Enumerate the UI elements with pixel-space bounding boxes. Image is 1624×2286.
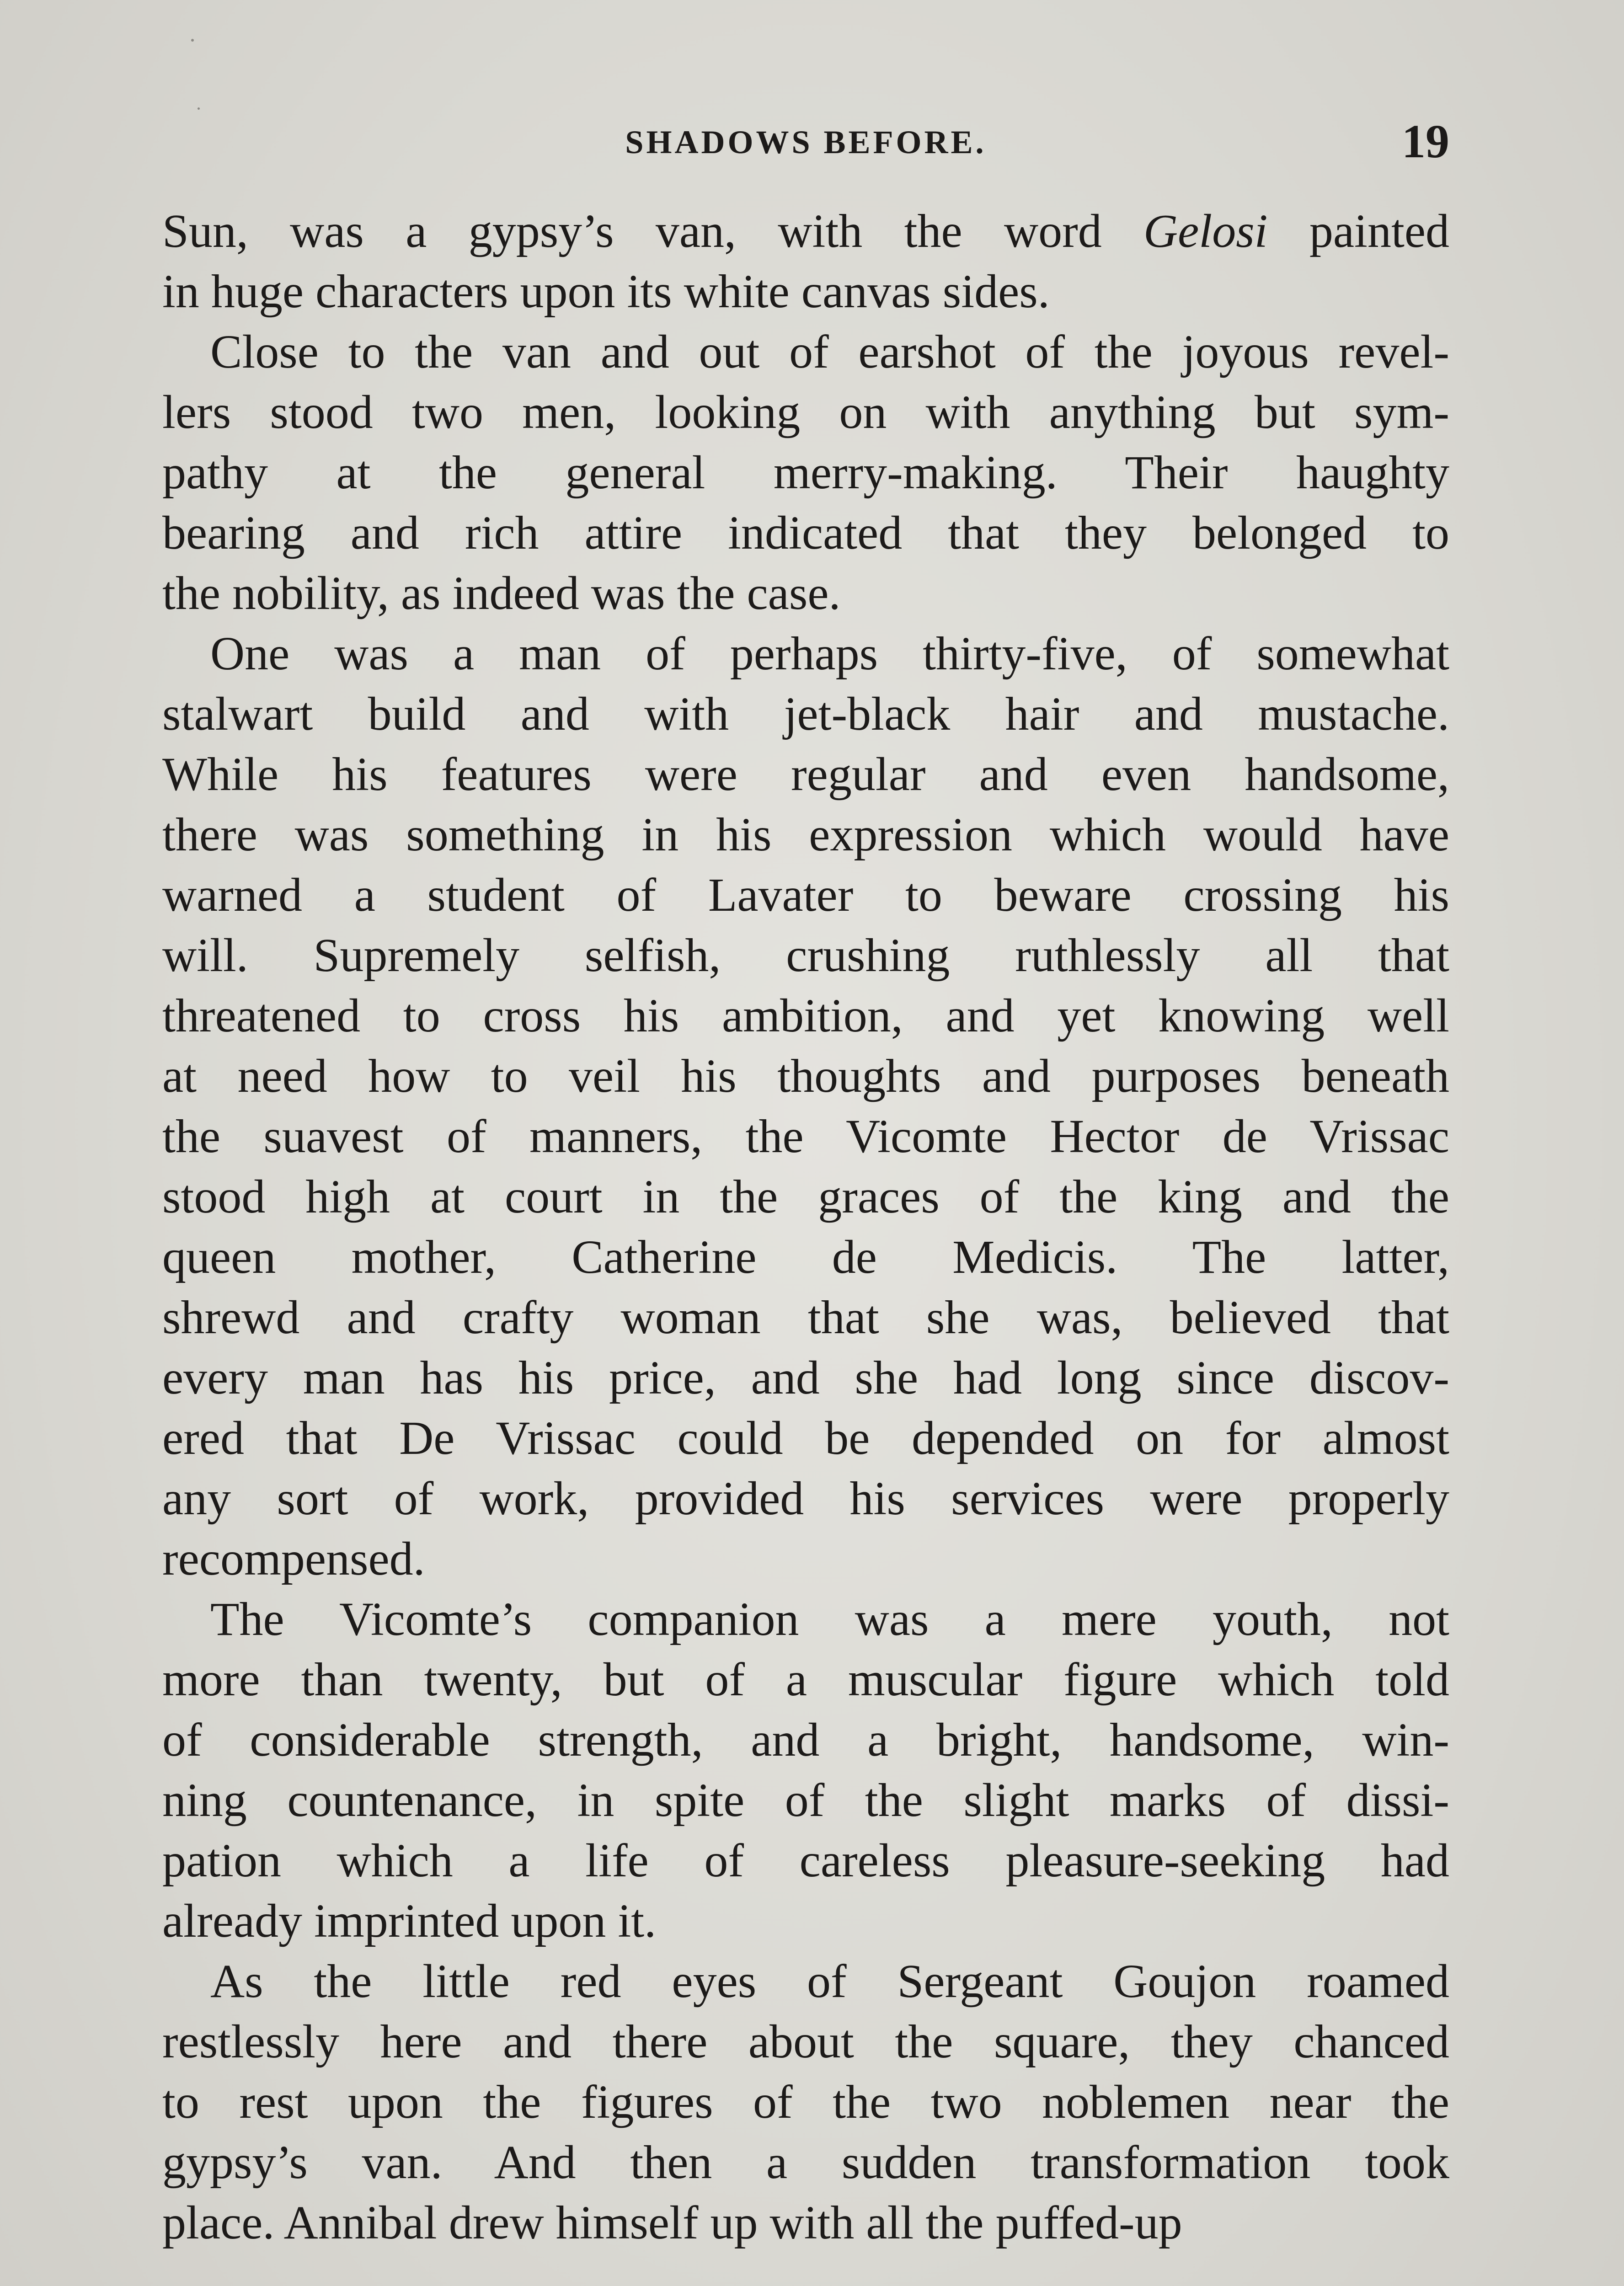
text-line: will. Supremely selfish, crushing ruthlessly all that — [162, 929, 1449, 982]
italic-word: Gelosi — [1143, 205, 1268, 257]
page-speck — [191, 39, 194, 42]
text-line: shrewd and crafty woman that she was, believed that — [162, 1291, 1449, 1344]
page-speck — [198, 107, 200, 110]
text-line: in huge characters upon its white canvas sides. — [162, 265, 1050, 318]
text-line: lers stood two men, looking on with anything but sym- — [162, 386, 1449, 438]
text-line: place. Annibal drew himself up with all the puffed-up — [162, 2196, 1182, 2249]
text-line: stood high at court in the graces of the king and the — [162, 1170, 1449, 1223]
text-line: One was a man of perhaps thirty-five, of somewhat — [210, 627, 1449, 680]
text-line: stalwart build and with jet-black hair and mustache. — [162, 688, 1449, 740]
text-line: As the little red eyes of Sergeant Goujon roamed — [210, 1955, 1449, 2008]
paragraph — [162, 1951, 1449, 2253]
text-line: to rest upon the figures of the two noblemen near the — [162, 2076, 1449, 2128]
text-line: of considerable strength, and a bright, handsome, win- — [162, 1714, 1449, 1766]
text-line: more than twenty, but of a muscular figure which told — [162, 1653, 1449, 1706]
text-line: pation which a life of careless pleasure-seeking had — [162, 1834, 1449, 1887]
text-line: the nobility, as indeed was the case. — [162, 567, 841, 620]
text-line: While his features were regular and even handsome, — [162, 748, 1449, 801]
text-line: threatened to cross his ambition, and yet knowing well — [162, 989, 1449, 1042]
text-line: every man has his price, and she had long since discov- — [162, 1351, 1449, 1404]
text-line: restlessly here and there about the square, they chanced — [162, 2015, 1449, 2068]
text-line: at need how to veil his thoughts and purposes beneath — [162, 1050, 1449, 1102]
text-line: bearing and rich attire indicated that they belonged to — [162, 507, 1449, 559]
text-line: warned a student of Lavater to beware crossing his — [162, 869, 1449, 921]
text-line: recompensed. — [162, 1533, 425, 1585]
text-line: Sun, was a gypsy’s van, with the word Gelosi painted — [162, 205, 1449, 257]
text-line: Close to the van and out of earshot of the joyous revel- — [210, 326, 1449, 378]
paragraph — [162, 201, 1449, 322]
text-line: the suavest of manners, the Vicomte Hector de Vrissac — [162, 1110, 1449, 1163]
page-header — [162, 114, 1449, 169]
body-text — [162, 201, 1449, 2253]
text-line: there was something in his expression which would have — [162, 808, 1449, 861]
page-number: 19 — [1402, 115, 1449, 168]
text-line: queen mother, Catherine de Medicis. The latter, — [162, 1231, 1449, 1283]
running-head: SHADOWS BEFORE. — [625, 124, 987, 160]
text-line: ered that De Vrissac could be depended on for almost — [162, 1412, 1449, 1464]
paragraph — [162, 1589, 1449, 1951]
text-line: gypsy’s van. And then a sudden transformation took — [162, 2136, 1449, 2189]
text-line: pathy at the general merry-making. Their haughty — [162, 446, 1449, 499]
text-line: ning countenance, in spite of the slight marks of dissi- — [162, 1774, 1449, 1827]
text-line: already imprinted upon it. — [162, 1895, 657, 1947]
paragraph — [162, 322, 1449, 624]
paragraph — [162, 624, 1449, 1589]
text-line: any sort of work, provided his services were properly — [162, 1472, 1449, 1525]
text-line: The Vicomte’s companion was a mere youth, not — [210, 1593, 1449, 1645]
